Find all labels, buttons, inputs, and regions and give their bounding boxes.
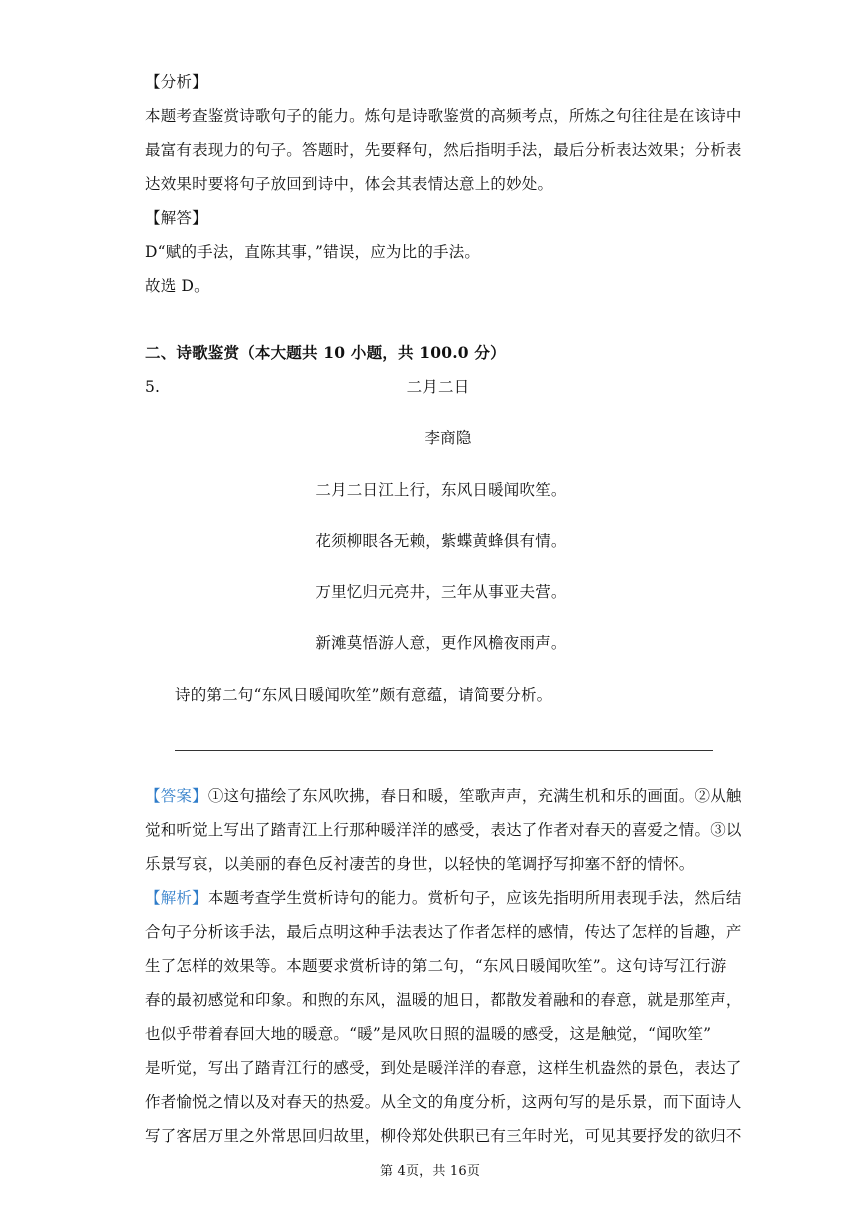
question-number: 5. bbox=[145, 378, 161, 396]
analysis-header: 【分析】 bbox=[145, 73, 208, 91]
analysis-text-line: 达效果时要将句子放回到诗中，体会其表情达意上的妙处。 bbox=[145, 175, 554, 193]
explanation-text-line: 是听觉，写出了踏青江行的感受，到处是暖洋洋的春意，这样生机盎然的景色，表达了 bbox=[145, 1059, 742, 1077]
answer-text-line: 觉和听觉上写出了踏青江上行那种暖洋洋的感受，表达了作者对春天的喜爱之情。③以 bbox=[145, 821, 742, 839]
answer-text-line: 乐景写哀，以美丽的春色反衬凄苦的身世，以轻快的笔调抒写抑塞不舒的情怀。 bbox=[145, 855, 695, 873]
answer-text: ①这句描绘了东风吹拂，春日和暖，笙歌声声，充满生机和乐的画面。②从触 bbox=[207, 787, 742, 805]
solution-header: 【解答】 bbox=[145, 209, 208, 227]
answer-first-line bbox=[145, 785, 742, 807]
analysis-text-line: 最富有表现力的句子。答题时，先要释句，然后指明手法，最后分析表达效果；分析表 bbox=[145, 141, 742, 159]
poem-line: 二月二日江上行，东风日暖闻吹笙。 bbox=[315, 481, 567, 499]
poem-author: 李商隐 bbox=[424, 429, 472, 447]
explanation-text-line: 春的最初感觉和印象。和煦的东风，温暖的旭日，都散发着融和的春意，就是那笙声， bbox=[145, 991, 742, 1009]
section-title: 二、诗歌鉴赏（本大题共 10 小题，共 100.0 分） bbox=[145, 343, 506, 362]
explanation-text-line: 作者愉悦之情以及对春天的热爱。从全文的角度分析，这两句写的是乐景，而下面诗人 bbox=[145, 1093, 742, 1111]
explanation-text-line: 写了客居万里之外常思回归故里，柳伶郑处供职已有三年时光，可见其要抒发的欲归不 bbox=[145, 1127, 742, 1145]
explanation-first-line bbox=[145, 887, 742, 909]
solution-text-line: 故选 D。 bbox=[145, 277, 210, 295]
answer-blank-line bbox=[175, 750, 713, 751]
analysis-text-line: 本题考查鉴赏诗歌句子的能力。炼句是诗歌鉴赏的高频考点，所炼之句往往是在该诗中 bbox=[145, 107, 742, 125]
page-number: 第 4页，共 16页 bbox=[379, 1164, 481, 1179]
poem-line: 万里忆归元亮井，三年从事亚夫营。 bbox=[315, 583, 567, 601]
explanation-text-line: 合句子分析该手法，最后点明这种手法表达了作者怎样的感情，传达了怎样的旨趣，产 bbox=[145, 923, 742, 941]
poem-line: 花须柳眼各无赖，紫蝶黄蜂俱有情。 bbox=[315, 532, 567, 550]
solution-text-line: D“赋的手法，直陈其事，”错误，应为比的手法。 bbox=[145, 243, 481, 261]
answer-tag: 【答案】 bbox=[145, 787, 208, 805]
poem-line: 新滩莫悟游人意，更作风檐夜雨声。 bbox=[315, 634, 567, 652]
explanation-tag: 【解析】 bbox=[145, 889, 208, 907]
explanation-text: 本题考查学生赏析诗句的能力。赏析句子，应该先指明所用表现手法，然后结 bbox=[207, 889, 742, 907]
explanation-text-line: 也似乎带着春回大地的暖意。“暖”是风吹日照的温暖的感受，这是触觉，“闻吹笙” bbox=[145, 1025, 712, 1043]
explanation-text-line: 生了怎样的效果等。本题要求赏析诗的第二句，“东风日暖闻吹笙”。这句诗写江行游 bbox=[145, 957, 727, 975]
question-prompt: 诗的第二句“东风日暖闻吹笙”颇有意蕴，请简要分析。 bbox=[175, 686, 553, 704]
poem-title: 二月二日 bbox=[406, 378, 470, 396]
